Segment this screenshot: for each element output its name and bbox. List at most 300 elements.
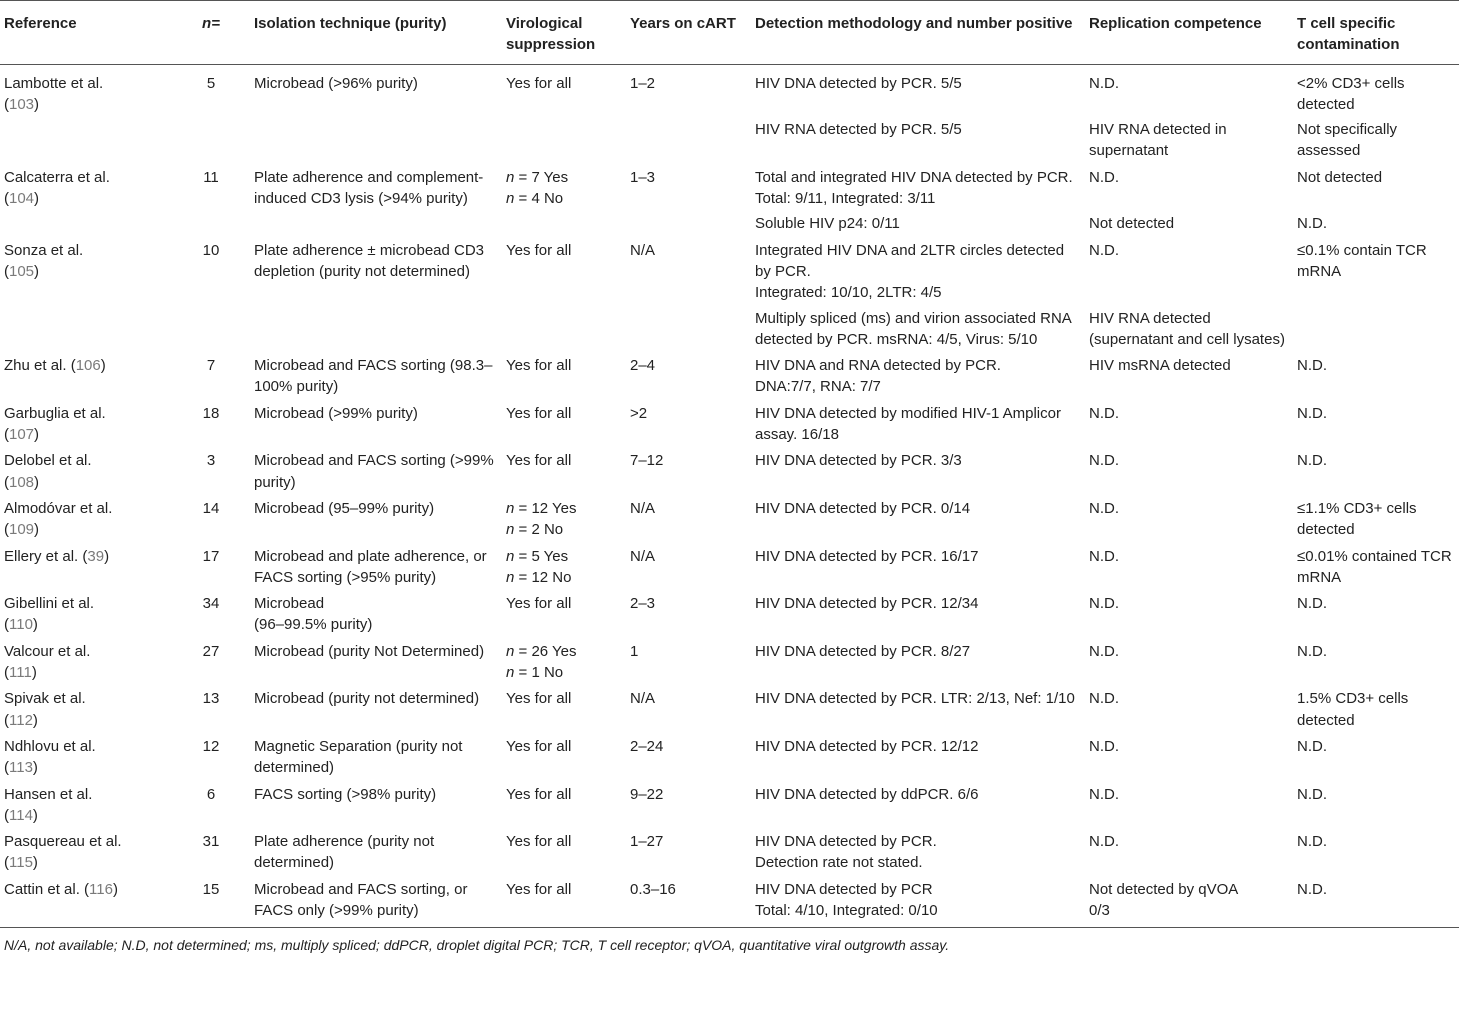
cell-detection-line: DNA:7/7, RNA: 7/7 — [755, 378, 881, 396]
suppression-text: Yes for all — [506, 785, 572, 803]
cell-replication — [1085, 446, 1293, 494]
cell-replication — [1085, 732, 1293, 780]
cell-years — [626, 236, 751, 305]
citation-link: 115 — [9, 854, 33, 872]
cell-n — [172, 684, 250, 732]
cell-detection-line: Total and integrated HIV DNA detected by PCR. — [755, 168, 1073, 186]
cell-detection — [751, 494, 1085, 542]
cell-contamination-line: 1.5% CD3+ cells detected — [1297, 690, 1409, 729]
cell-replication — [1085, 305, 1293, 352]
suppression-text: Yes for all — [506, 595, 572, 613]
suppression-text: Yes for all — [506, 452, 572, 470]
author-text: Calcaterra et al. — [4, 168, 110, 186]
cell-contamination — [1293, 732, 1459, 780]
table-subrow — [0, 305, 1459, 352]
cell-replication — [1085, 780, 1293, 828]
cell-replication-line: 0/3 — [1089, 901, 1110, 919]
n-value: 3 — [206, 452, 216, 470]
cell-replication-line: N.D. — [1089, 404, 1119, 422]
cell-reference: Ndhlovu et al. (113) — [4, 737, 96, 777]
cell-detection-line: Total: 4/10, Integrated: 0/10 — [755, 901, 938, 919]
cell-detection-line: Detection rate not stated. — [755, 854, 923, 872]
cell-years-line: 2–4 — [630, 357, 656, 375]
table-row — [0, 236, 1459, 305]
author-text: Lambotte et al. — [4, 74, 104, 92]
table-row — [0, 64, 1459, 116]
cell-contamination — [1293, 236, 1459, 305]
cell-detection-line: HIV DNA detected by PCR. 0/14 — [755, 499, 971, 517]
citation-link: 105 — [9, 262, 35, 280]
cell-replication-line: Not detected by qVOA — [1089, 880, 1239, 898]
cell-contamination — [1293, 163, 1459, 211]
cell-replication — [1085, 875, 1293, 928]
table-subrow — [0, 210, 1459, 235]
suppression-n: n — [506, 547, 515, 565]
cell-reference: Calcaterra et al. (104) — [4, 168, 110, 208]
cell-detection — [751, 305, 1085, 352]
suppression-text: = 4 No — [514, 190, 564, 208]
cell-contamination-line: N.D. — [1297, 785, 1327, 803]
author-text: Almodóvar et al. — [4, 499, 113, 517]
cell-n — [172, 780, 250, 828]
cell-n — [172, 827, 250, 875]
author-text: Delobel et al. — [4, 452, 92, 470]
cell-replication-line: N.D. — [1089, 241, 1119, 259]
cell-replication — [1085, 494, 1293, 542]
table-row — [0, 732, 1459, 780]
cell-years-line: N/A — [630, 241, 656, 259]
cell-reference — [0, 116, 172, 163]
cell-years — [626, 589, 751, 637]
cell-isolation-line: Microbead (purity not determined) — [254, 690, 480, 708]
cell-years — [626, 64, 751, 116]
citation-link: 39 — [87, 547, 105, 565]
cell-isolation — [250, 494, 502, 542]
citation-link: 114 — [9, 806, 33, 824]
suppression-text: = 2 No — [514, 521, 564, 539]
table-row — [0, 351, 1459, 399]
cell-replication — [1085, 684, 1293, 732]
table-row — [0, 589, 1459, 637]
cell-isolation — [250, 780, 502, 828]
column-header-replication: Replication competence — [1089, 15, 1262, 32]
table-row — [0, 827, 1459, 875]
n-value: 17 — [202, 547, 220, 565]
cell-detection — [751, 64, 1085, 116]
table-row — [0, 163, 1459, 211]
cell-contamination — [1293, 542, 1459, 590]
cell-years-line: 9–22 — [630, 785, 664, 803]
cell-detection — [751, 116, 1085, 163]
suppression-n: n — [506, 568, 515, 586]
cell-years-line: 2–24 — [630, 737, 664, 755]
cell-years-line: 1–2 — [630, 74, 656, 92]
cell-replication — [1085, 351, 1293, 399]
cell-isolation-line: Microbead (>96% purity) — [254, 74, 418, 92]
cell-replication-line: N.D. — [1089, 690, 1119, 708]
cell-detection — [751, 732, 1085, 780]
cell-suppression — [502, 732, 626, 780]
cell-n — [172, 163, 250, 211]
cell-years — [626, 210, 751, 235]
cell-detection — [751, 351, 1085, 399]
cell-contamination — [1293, 116, 1459, 163]
cell-n — [172, 542, 250, 590]
cell-reference: Lambotte et al. (103) — [4, 74, 104, 113]
cell-detection-line: Integrated HIV DNA and 2LTR circles detected by PCR. — [755, 241, 1065, 280]
cell-isolation-line: Microbead and plate adherence, or FACS sorting (>95% purity) — [254, 547, 487, 586]
cell-years — [626, 494, 751, 542]
suppression-n: n — [506, 168, 515, 186]
cell-replication — [1085, 116, 1293, 163]
cell-n — [172, 446, 250, 494]
cell-replication-line: N.D. — [1089, 74, 1119, 92]
citation-link: 103 — [9, 95, 35, 113]
citation-link: 110 — [9, 616, 33, 634]
citation-link: 112 — [9, 711, 33, 729]
table-row — [0, 875, 1459, 928]
cell-detection-line: Total: 9/11, Integrated: 3/11 — [755, 190, 936, 208]
n-value: 34 — [202, 595, 220, 613]
cell-years — [626, 399, 751, 447]
suppression-text: = 12 No — [514, 568, 572, 586]
cell-n — [172, 399, 250, 447]
author-text: Gibellini et al. — [4, 595, 95, 613]
cell-contamination-line: N.D. — [1297, 404, 1327, 422]
cell-years — [626, 827, 751, 875]
suppression-text: Yes for all — [506, 880, 572, 898]
suppression-n: n — [506, 642, 515, 660]
cell-contamination — [1293, 210, 1459, 235]
n-value: 18 — [202, 404, 220, 422]
author-text: Zhu et al. — [4, 357, 67, 375]
cell-reference: Hansen et al. (114) — [4, 785, 93, 824]
cell-years-line: 0.3–16 — [630, 880, 676, 898]
cell-suppression — [502, 684, 626, 732]
cell-years — [626, 684, 751, 732]
cell-contamination — [1293, 637, 1459, 685]
cell-isolation — [250, 236, 502, 305]
cell-detection — [751, 399, 1085, 447]
cell-suppression — [502, 116, 626, 163]
n-value: 27 — [202, 642, 220, 660]
cell-contamination-line: N.D. — [1297, 595, 1327, 613]
cell-contamination-line: N.D. — [1297, 833, 1327, 851]
cell-isolation-line: FACS sorting (>98% purity) — [254, 785, 437, 803]
cell-isolation — [250, 116, 502, 163]
cell-reference — [0, 210, 172, 235]
cell-contamination-line: N.D. — [1297, 357, 1327, 375]
cell-years — [626, 446, 751, 494]
cell-contamination — [1293, 64, 1459, 116]
column-header-contamination: T cell specific contamination — [1297, 15, 1400, 54]
citation-link: 113 — [9, 759, 33, 777]
cell-contamination-line: Not detected — [1297, 168, 1383, 186]
suppression-n: n — [506, 521, 515, 539]
cell-isolation — [250, 351, 502, 399]
column-header-reference: Reference — [4, 15, 77, 32]
cell-n — [172, 305, 250, 352]
cell-reference: Sonza et al. (105) — [4, 241, 84, 280]
citation-link: 111 — [9, 664, 32, 682]
cell-n — [172, 875, 250, 928]
cell-replication-line: N.D. — [1089, 785, 1119, 803]
cell-replication — [1085, 399, 1293, 447]
cell-detection — [751, 589, 1085, 637]
cell-years-line: 1–3 — [630, 168, 656, 186]
cell-detection-line: HIV DNA detected by PCR. — [755, 833, 937, 851]
cell-replication-line: N.D. — [1089, 833, 1119, 851]
author-text: Hansen et al. — [4, 785, 93, 803]
cell-isolation — [250, 399, 502, 447]
cell-replication-line: HIV RNA detected (supernatant and cell lysates) — [1089, 309, 1285, 348]
cell-detection-line: HIV DNA detected by PCR. 8/27 — [755, 642, 971, 660]
cell-isolation — [250, 732, 502, 780]
cell-suppression — [502, 64, 626, 116]
citation-link: 106 — [75, 357, 101, 375]
cell-years — [626, 163, 751, 211]
cell-isolation-line: Plate adherence ± microbead CD3 depletion (purity not determined) — [254, 241, 485, 280]
cell-replication-line: N.D. — [1089, 499, 1119, 517]
cell-contamination-line: N.D. — [1297, 215, 1327, 233]
cell-years — [626, 780, 751, 828]
citation-link: 108 — [9, 473, 35, 491]
cell-reference — [0, 305, 172, 352]
cell-isolation — [250, 542, 502, 590]
cell-n — [172, 236, 250, 305]
cell-detection-line: Integrated: 10/10, 2LTR: 4/5 — [755, 284, 942, 302]
cell-detection — [751, 542, 1085, 590]
cell-years-line: N/A — [630, 547, 656, 565]
cell-isolation — [250, 637, 502, 685]
citation-link: 116 — [89, 880, 113, 898]
cell-reference: Valcour et al. (111) — [4, 642, 91, 682]
cell-years — [626, 875, 751, 928]
cell-replication — [1085, 827, 1293, 875]
cell-contamination-line: N.D. — [1297, 642, 1327, 660]
cell-contamination-line: <2% CD3+ cells detected — [1297, 74, 1405, 113]
citation-link: 109 — [9, 521, 35, 539]
column-header-isolation: Isolation technique (purity) — [254, 15, 447, 32]
cell-contamination — [1293, 446, 1459, 494]
cell-contamination — [1293, 780, 1459, 828]
cell-n — [172, 637, 250, 685]
cell-suppression — [502, 351, 626, 399]
suppression-text: Yes for all — [506, 357, 572, 375]
cell-isolation-line: Microbead (>99% purity) — [254, 404, 418, 422]
cell-isolation-line: (96–99.5% purity) — [254, 616, 373, 634]
cell-n — [172, 351, 250, 399]
cell-n — [172, 494, 250, 542]
cell-isolation — [250, 446, 502, 494]
cell-n — [172, 210, 250, 235]
cell-replication-line: N.D. — [1089, 737, 1119, 755]
cell-years — [626, 351, 751, 399]
cell-detection-line: HIV DNA and RNA detected by PCR. — [755, 357, 1001, 375]
cell-contamination — [1293, 827, 1459, 875]
cell-contamination-line: ≤0.01% contained TCR mRNA — [1297, 547, 1452, 586]
cell-detection — [751, 875, 1085, 928]
cell-contamination — [1293, 494, 1459, 542]
table-row — [0, 494, 1459, 542]
cell-suppression — [502, 542, 626, 590]
cell-contamination-line: Not specifically assessed — [1297, 121, 1398, 160]
cell-years-line: N/A — [630, 690, 656, 708]
cell-replication-line: N.D. — [1089, 595, 1119, 613]
cell-isolation-line: Plate adherence (purity not determined) — [254, 833, 435, 872]
cell-isolation — [250, 64, 502, 116]
cell-suppression — [502, 163, 626, 211]
n-value: 14 — [202, 499, 220, 517]
table-row — [0, 399, 1459, 447]
cell-contamination — [1293, 684, 1459, 732]
cell-isolation — [250, 684, 502, 732]
cell-contamination — [1293, 399, 1459, 447]
cell-isolation-line: Microbead and FACS sorting, or FACS only (>99% purity) — [254, 880, 468, 919]
cell-years-line: 2–3 — [630, 595, 656, 613]
n-value: 10 — [202, 241, 220, 259]
author-text: Cattin et al. — [4, 880, 80, 898]
cell-suppression — [502, 780, 626, 828]
cell-suppression — [502, 305, 626, 352]
cell-isolation — [250, 875, 502, 928]
author-text: Spivak et al. — [4, 690, 86, 708]
cell-years-line: 7–12 — [630, 452, 664, 470]
suppression-text: Yes for all — [506, 690, 572, 708]
suppression-text: Yes for all — [506, 404, 572, 422]
n-value: 31 — [202, 833, 220, 851]
cell-contamination-line: ≤0.1% contain TCR mRNA — [1297, 241, 1427, 280]
cell-detection — [751, 236, 1085, 305]
cell-detection-line: HIV DNA detected by PCR. LTR: 2/13, Nef: 1/10 — [755, 690, 1075, 708]
table-row — [0, 780, 1459, 828]
author-text: Ndhlovu et al. — [4, 737, 96, 755]
citation-link: 107 — [9, 426, 35, 444]
cell-contamination — [1293, 875, 1459, 928]
table-row — [0, 637, 1459, 685]
cell-reference: Cattin et al. (116) — [4, 880, 118, 898]
suppression-text: = 7 Yes — [514, 168, 569, 186]
cell-detection-line: HIV DNA detected by PCR. 12/34 — [755, 595, 979, 613]
cell-years — [626, 542, 751, 590]
citation-link: 104 — [9, 190, 35, 208]
cell-reference: Gibellini et al. (110) — [4, 595, 95, 634]
table-row — [0, 542, 1459, 590]
header-row — [0, 1, 1459, 65]
table-footnote: N/A, not available; N.D, not determined; ms, multiply spliced; ddPCR, droplet digital PCR; TCR, T cell receptor; qVOA, quantitative viral outgrowth assay. — [4, 937, 950, 954]
cell-isolation-line: Magnetic Separation (purity not determined) — [254, 737, 463, 777]
cell-detection-line: HIV DNA detected by PCR. 16/17 — [755, 547, 979, 565]
cell-detection-line: HIV DNA detected by ddPCR. 6/6 — [755, 785, 979, 803]
n-value: 6 — [206, 785, 216, 803]
cell-suppression — [502, 589, 626, 637]
cell-suppression — [502, 446, 626, 494]
cell-replication-line: N.D. — [1089, 168, 1119, 186]
cell-detection-line: HIV DNA detected by PCR. 5/5 — [755, 74, 962, 92]
cell-replication-line: Not detected — [1089, 215, 1175, 233]
suppression-n: n — [506, 499, 515, 517]
cell-suppression — [502, 494, 626, 542]
cell-isolation-line: Microbead (purity Not Determined) — [254, 642, 485, 660]
cell-suppression — [502, 827, 626, 875]
n-value: 7 — [206, 357, 216, 375]
cell-years-line: 1 — [630, 642, 639, 660]
cell-isolation — [250, 210, 502, 235]
table-body — [0, 64, 1459, 928]
cell-contamination — [1293, 305, 1459, 352]
cell-replication-line: N.D. — [1089, 547, 1119, 565]
cell-reference: Delobel et al. (108) — [4, 452, 92, 491]
suppression-text: = 5 Yes — [514, 547, 569, 565]
cell-suppression — [502, 210, 626, 235]
cell-reference: Almodóvar et al. (109) — [4, 499, 113, 539]
cell-suppression — [502, 875, 626, 928]
cell-detection-line: HIV DNA detected by PCR. 12/12 — [755, 737, 979, 755]
suppression-text: = 12 Yes — [514, 499, 577, 517]
n-value: 15 — [202, 880, 220, 898]
cell-years-line: N/A — [630, 499, 656, 517]
cell-years — [626, 732, 751, 780]
cell-detection — [751, 446, 1085, 494]
cell-detection-line: HIV DNA detected by PCR. 3/3 — [755, 452, 962, 470]
cell-suppression — [502, 637, 626, 685]
author-text: Pasquereau et al. — [4, 833, 122, 851]
suppression-text: Yes for all — [506, 737, 572, 755]
author-text: Sonza et al. — [4, 241, 84, 259]
cell-detection — [751, 827, 1085, 875]
cell-contamination — [1293, 351, 1459, 399]
cell-replication — [1085, 163, 1293, 211]
suppression-text: = 26 Yes — [514, 642, 577, 660]
cell-replication-line: HIV RNA detected in supernatant — [1089, 121, 1227, 160]
cell-n — [172, 64, 250, 116]
cell-years — [626, 305, 751, 352]
cell-detection — [751, 684, 1085, 732]
cell-n — [172, 589, 250, 637]
cell-replication — [1085, 542, 1293, 590]
author-text: Ellery et al. — [4, 547, 79, 565]
cell-isolation-line: Microbead (95–99% purity) — [254, 499, 435, 517]
cell-contamination-line: ≤1.1% CD3+ cells detected — [1297, 499, 1417, 539]
n-value: 11 — [203, 168, 219, 186]
cell-contamination-line: N.D. — [1297, 880, 1327, 898]
cell-detection — [751, 210, 1085, 235]
author-text: Valcour et al. — [4, 642, 91, 660]
n-value: 13 — [202, 690, 220, 708]
cell-replication — [1085, 64, 1293, 116]
cell-years-line: 1–27 — [630, 833, 664, 851]
n-value: 12 — [202, 737, 220, 755]
suppression-text: Yes for all — [506, 241, 572, 259]
cell-isolation — [250, 305, 502, 352]
cell-detection — [751, 163, 1085, 211]
cell-isolation-line: Microbead and FACS sorting (98.3–100% purity) — [254, 357, 493, 396]
cell-detection-line: HIV RNA detected by PCR. 5/5 — [755, 121, 962, 139]
cell-reference: Pasquereau et al. (115) — [4, 833, 122, 872]
column-header-detection: Detection methodology and number positive — [755, 15, 1073, 32]
cell-n — [172, 116, 250, 163]
cell-n — [172, 732, 250, 780]
cell-detection — [751, 780, 1085, 828]
cell-suppression — [502, 399, 626, 447]
cell-detection-line: Soluble HIV p24: 0/11 — [755, 215, 900, 233]
cell-detection-line: HIV DNA detected by modified HIV-1 Amplicor assay. 16/18 — [755, 404, 1061, 444]
cell-replication-line: N.D. — [1089, 452, 1119, 470]
cell-detection-line: Multiply spliced (ms) and virion associated RNA detected by PCR. msRNA: 4/5, Virus: 5/10 — [755, 309, 1071, 348]
cell-years — [626, 116, 751, 163]
table-row — [0, 684, 1459, 732]
suppression-n: n — [506, 190, 515, 208]
